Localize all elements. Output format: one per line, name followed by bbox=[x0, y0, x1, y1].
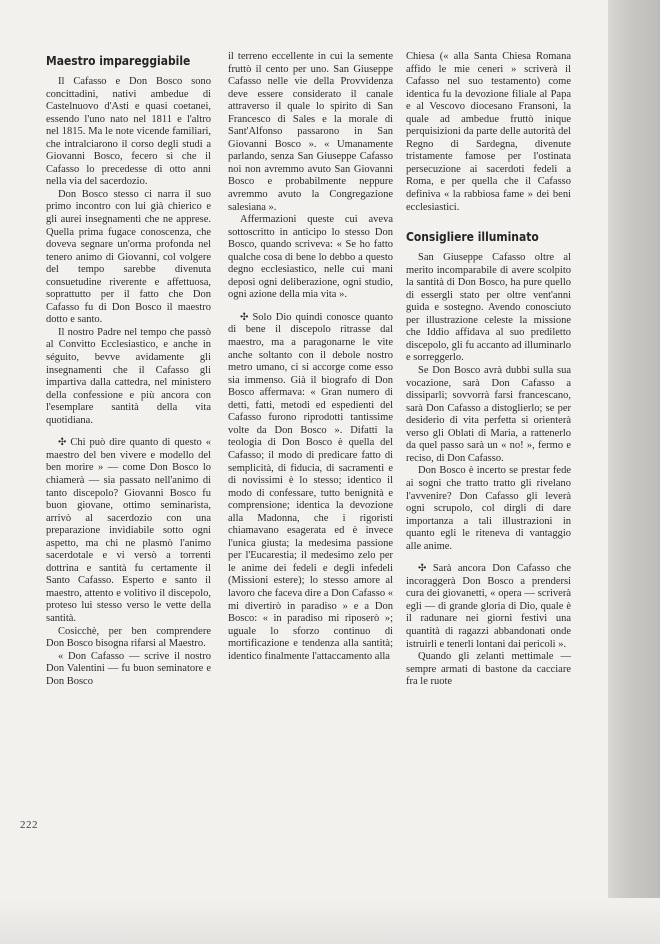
section-mark-icon: ✣ bbox=[418, 563, 427, 575]
paragraph bbox=[406, 563, 571, 651]
paragraph: Il nostro Padre nel tempo che passò al Convitto Ecclesiastico, e anche in séguito, bevve avidamente gli insegnamenti che il Cafasso gli impartiva dalla cattedra, nel ministero della confessione e più ancora con l'esemplare santità della vita quotidiana. bbox=[46, 326, 211, 426]
section-heading-consigliere: Consigliere illuminato bbox=[406, 229, 539, 245]
column-1 bbox=[46, 50, 211, 688]
paragraph-text: Chi può dire quanto di questo « maestro del ben vivere e modello del ben morire » — come Don Bosco lo chiamerà — sia passato nell'animo di tanto discepolo? Giovanni Bosco fu buon giovane, ottimo seminarista, arrivò al sacerdozio con una preparazione invidiabile sotto ogni aspetto, ma chi ne plasmò l'animo sacerdotale e vi versò a torrenti dottrina e santità fu certamente il Santo Cafasso. Esperto e santo il maestro, attento e volitivo il discepolo, proteso lui stesso verso le vette della santità. bbox=[46, 437, 212, 624]
paragraph: Chiesa (« alla Santa Chiesa Romana affido le mie ceneri » scriverà il Cafasso nel suo testamento) come identica fu la devozione filiale al Papa e al Vescovo diocesano Fransoni, la quale ad ambedue fruttò inique perquisizioni da parte delle autorità del Regno di Sardegna, divenute tristamente famose per l'ostinata persecuzione ai sacerdoti fedeli a Roma, e per quella che il Cafasso definiva « la rabbiosa fame » dei beni ecclesiastici. bbox=[406, 51, 571, 213]
column-2 bbox=[228, 51, 393, 663]
paragraph bbox=[228, 312, 393, 663]
paragraph-text: Solo Dio quindi conosce quanto di bene il discepolo ritrasse dal maestro, ma a paragonarne le vite anche soltanto con il debole nostro metro umano, ci si accorge come esso sia immenso. Già il biografo di Don Bosco affermava: « Gran numero di detti, fatti, metodi ed espedienti del Cafasso furono riprodotti tantissime volte da Don Bosco ». Difatti la teologia di Don Bosco è quella del Cafasso; il modo di predicare fatto di semplicità, di fiducia, di sacramenti e di novissimi è lo stesso; identico il modo di confessare, tutto benignità e comprensione; identica la devozione alla Madonna, che i rigoristi chiamavano esagerata ed è invece l'unica giusta; la medesima passione per l'Eucarestia; il medesimo zelo per le anime dei fedeli e degli infedeli (Missioni estere); lo stesso amore al lavoro che faceva dire a Don Cafasso « mi divertirò in paradiso » e a Don Bosco: « in paradiso mi riposerò »; uguale lo sforzo continuo di mortificazione e tendenza alla santità; identico finalmente l'attaccamento alla bbox=[228, 311, 393, 662]
paragraph: Quando gli zelanti mettimale — sempre armati di bastone da cacciare fra le ruote bbox=[406, 651, 571, 688]
paragraph: Affermazioni queste cui aveva sottoscritto in anticipo lo stesso Don Bosco, quando scriveva: « Se ho fatto qualche cosa di bene lo debbo a questo degno ecclesiastico, nelle cui mani deposi ogni deliberazione, ogni studio, ogni azione della mia vita ». bbox=[228, 214, 393, 301]
paragraph: Il Cafasso e Don Bosco sono concittadini, nativi ambedue di Castelnuovo d'Asti e quasi coetanei, essendo l'uno nato nel 1811 e l'altro nel 1815. Ma le note vicende familiari, che intralciarono il corso degli studi a Giovanni Bosco, fecero sì che il Cafasso lo precedesse di otto anni nella via del sacerdozio. bbox=[46, 76, 211, 188]
section-heading-maestro: Maestro impareggiabile bbox=[46, 53, 191, 68]
scan-shadow-edge bbox=[608, 0, 660, 944]
page-number: 222 bbox=[20, 819, 38, 831]
column-3 bbox=[406, 51, 571, 689]
paragraph-text: Sarà ancora Don Cafasso che incoraggerà Don Bosco a prendersi cura dei giovanetti, « opera — scriverà egli — di grande gloria di Dio, quale è il radunare nei giorni festivi una quantità di ragazzi abbandonati onde istruirli e tenerli lontani dai pericoli ». bbox=[406, 563, 571, 650]
paragraph bbox=[46, 437, 211, 625]
paragraph: Don Bosco stesso ci narra il suo primo incontro con lui già chierico e gli aurei insegnamenti che ne apprese. Quella prima fugace conoscenza, che doveva segnare un'orma profonda nel tenero animo di Giovanni, col volgere del tempo sarebbe divenuta consuetudine riverente e affettuosa, soprattutto per il fatto che Don Cafasso fu di Don Bosco il maestro dotto e santo. bbox=[46, 188, 211, 326]
scan-bottom-margin bbox=[0, 898, 660, 944]
paragraph: « Don Cafasso — scrive il nostro Don Valentini — fu buon seminatore e Don Bosco bbox=[46, 650, 211, 687]
section-mark-icon: ✣ bbox=[240, 311, 249, 323]
paragraph: Don Bosco è incerto se prestar fede ai sogni che tratto tratto gli rivelano l'avvenire? Don Cafasso gli leverà ogni scrupolo, col dirgli di dare importanza a tali illustrazioni in quanto egli le riteneva di vantaggio alle anime. bbox=[406, 465, 571, 552]
paragraph: il terreno eccellente in cui la semente fruttò il cento per uno. San Giuseppe Cafasso nelle vie della Provvidenza deve essere considerato il canale attraverso il quale lo spirito di San Francesco di Sales e la morale di Sant'Alfonso passarono in San Giovanni Bosco ». « Umanamente parlando, senza San Giuseppe Cafasso noi non avremmo avuto San Giovanni Bosco e probabilmente neppure avremmo avuto la Congregazione salesiana ». bbox=[228, 51, 393, 213]
paragraph: San Giuseppe Cafasso oltre al merito incomparabile di avere scolpito la santità di Don Bosco, ha pure quello di essergli stato per oltre vent'anni guida e sostegno. Avendo conosciuto per illustrazione celeste la missione che Iddio affidava al suo prediletto discepolo, gli fu accanto ad illuminarlo e sorreggerlo. bbox=[406, 252, 571, 364]
section-mark-icon: ✣ bbox=[58, 437, 67, 449]
paragraph: Cosicchè, per ben comprendere Don Bosco bisogna rifarsi al Maestro. bbox=[46, 625, 211, 650]
paragraph: Se Don Bosco avrà dubbi sulla sua vocazione, sarà Don Cafasso a dissiparli; sovvorrà farsi francescano, sarà Don Cafasso a distoglierlo; se per desiderio di vita perfetta si orienterà verso gli Oblati di Maria, a rattenerlo da quel passo sarà un « no! », fermo e reciso, di Don Cafasso. bbox=[406, 365, 571, 464]
